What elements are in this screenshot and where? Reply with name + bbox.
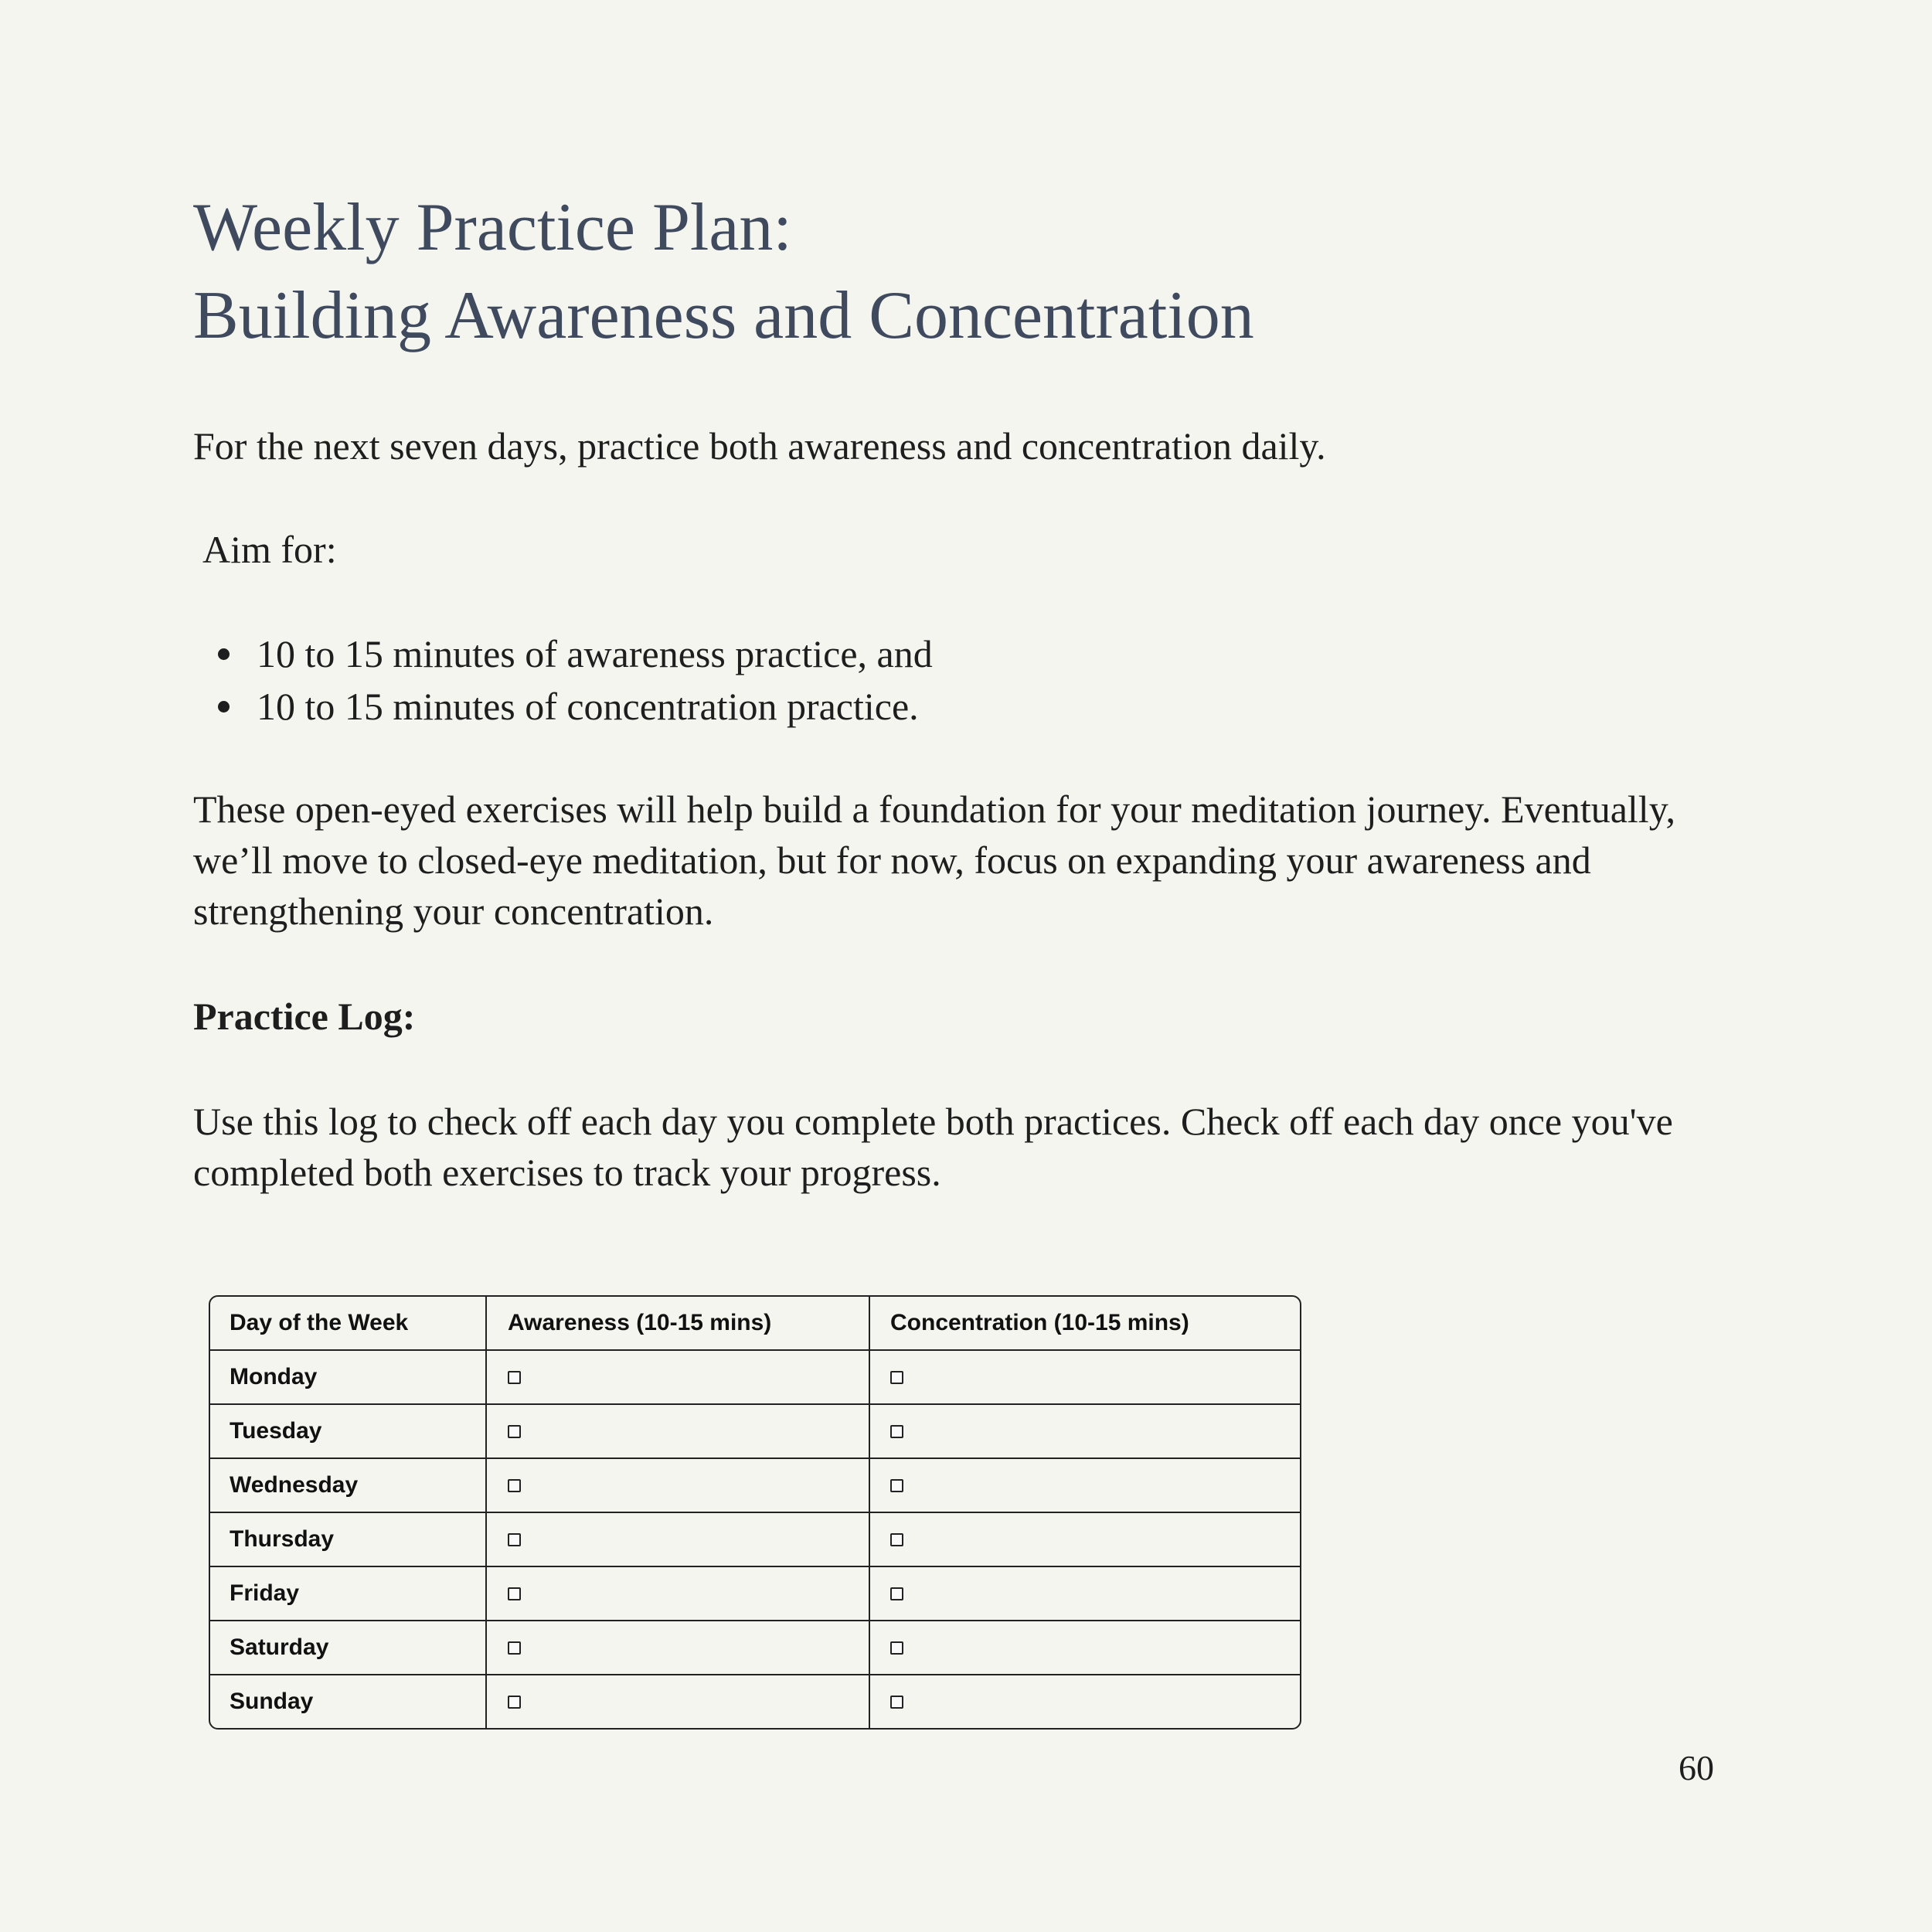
open-eyed-paragraph bbox=[193, 784, 1739, 937]
concentration-cell bbox=[869, 1351, 1300, 1403]
awareness-checkbox[interactable] bbox=[508, 1533, 521, 1546]
aim-label: Aim for: bbox=[202, 528, 337, 571]
table-row bbox=[210, 1674, 1300, 1728]
table-row bbox=[210, 1403, 1300, 1458]
aim-list-item bbox=[193, 680, 933, 733]
bullet-icon bbox=[218, 648, 230, 660]
day-cell: Monday bbox=[230, 1364, 318, 1389]
awareness-cell bbox=[485, 1567, 869, 1620]
concentration-checkbox[interactable] bbox=[890, 1371, 903, 1384]
practice-log-table bbox=[209, 1295, 1301, 1730]
header-concentration: Concentration (10-15 mins) bbox=[869, 1297, 1300, 1349]
header-awareness: Awareness (10-15 mins) bbox=[485, 1297, 869, 1349]
awareness-cell bbox=[485, 1405, 869, 1458]
day-cell: Friday bbox=[230, 1580, 300, 1606]
awareness-checkbox[interactable] bbox=[508, 1425, 521, 1438]
concentration-cell bbox=[869, 1567, 1300, 1620]
day-cell: Thursday bbox=[230, 1526, 335, 1552]
open-eyed-paragraph-line: These open-eyed exercises will help build a foundation for your meditation journey. Eventually, bbox=[193, 787, 1675, 831]
awareness-cell bbox=[485, 1513, 869, 1566]
table-row bbox=[210, 1566, 1300, 1620]
table-row bbox=[210, 1349, 1300, 1403]
page-number: 60 bbox=[1679, 1748, 1714, 1787]
concentration-checkbox[interactable] bbox=[890, 1696, 903, 1709]
bullet-icon bbox=[218, 701, 230, 713]
awareness-cell bbox=[485, 1459, 869, 1512]
concentration-checkbox[interactable] bbox=[890, 1479, 903, 1492]
page-title bbox=[193, 184, 1254, 360]
concentration-cell bbox=[869, 1405, 1300, 1458]
aim-list-item-text: 10 to 15 minutes of awareness practice, and bbox=[257, 632, 933, 675]
awareness-checkbox[interactable] bbox=[508, 1479, 521, 1492]
header-day: Day of the Week bbox=[230, 1310, 409, 1335]
practice-log-description-line: Use this log to check off each day you complete both practices. Check off each day once you've bbox=[193, 1100, 1673, 1143]
awareness-cell bbox=[485, 1351, 869, 1403]
concentration-cell bbox=[869, 1621, 1300, 1674]
aim-list-item bbox=[193, 628, 933, 680]
open-eyed-paragraph-line: we’ll move to closed-eye meditation, but for now, focus on expanding your awareness and bbox=[193, 838, 1591, 882]
practice-log-heading: Practice Log: bbox=[193, 995, 416, 1038]
concentration-checkbox[interactable] bbox=[890, 1425, 903, 1438]
table-row bbox=[210, 1512, 1300, 1566]
day-cell: Saturday bbox=[230, 1634, 329, 1660]
awareness-checkbox[interactable] bbox=[508, 1641, 521, 1655]
aim-list-item-text: 10 to 15 minutes of concentration practice. bbox=[257, 685, 919, 728]
awareness-checkbox[interactable] bbox=[508, 1371, 521, 1384]
table-header-row bbox=[210, 1297, 1300, 1349]
awareness-cell bbox=[485, 1621, 869, 1674]
day-cell: Tuesday bbox=[230, 1418, 322, 1444]
open-eyed-paragraph-line: strengthening your concentration. bbox=[193, 889, 714, 933]
concentration-cell bbox=[869, 1459, 1300, 1512]
day-cell: Sunday bbox=[230, 1689, 314, 1714]
day-cell: Wednesday bbox=[230, 1472, 359, 1498]
table-row bbox=[210, 1458, 1300, 1512]
practice-log-description bbox=[193, 1096, 1777, 1198]
concentration-checkbox[interactable] bbox=[890, 1587, 903, 1600]
awareness-checkbox[interactable] bbox=[508, 1587, 521, 1600]
concentration-cell bbox=[869, 1513, 1300, 1566]
concentration-cell bbox=[869, 1675, 1300, 1728]
concentration-checkbox[interactable] bbox=[890, 1641, 903, 1655]
page-title-line-2: Building Awareness and Concentration bbox=[193, 278, 1254, 353]
aim-list bbox=[193, 628, 933, 733]
awareness-checkbox[interactable] bbox=[508, 1696, 521, 1709]
practice-log-description-line: completed both exercises to track your progress. bbox=[193, 1151, 941, 1194]
table-row bbox=[210, 1620, 1300, 1674]
concentration-checkbox[interactable] bbox=[890, 1533, 903, 1546]
intro-text: For the next seven days, practice both awareness and concentration daily. bbox=[193, 424, 1326, 468]
awareness-cell bbox=[485, 1675, 869, 1728]
page-title-line-1: Weekly Practice Plan: bbox=[193, 190, 792, 265]
